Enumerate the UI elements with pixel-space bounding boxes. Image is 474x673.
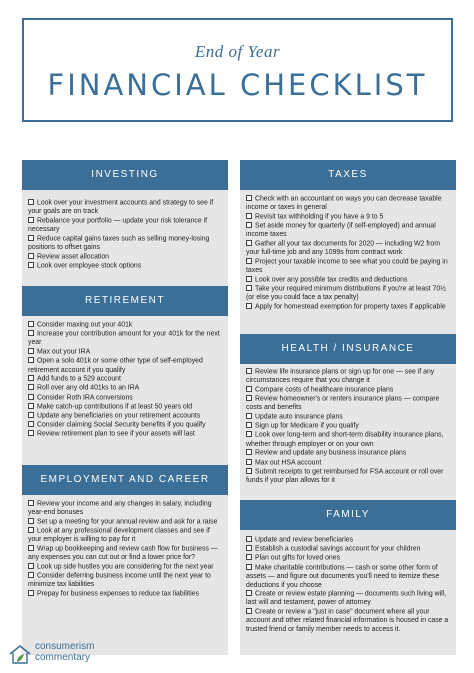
checklist-item-label: Sign up for Medicare if you qualify [255, 422, 359, 430]
checklist-item-label: Review life insurance plans or sign up for one — see if any circumstances require that you change it [246, 368, 435, 385]
checklist-item [246, 431, 452, 449]
checklist-item [28, 394, 224, 403]
logo [8, 641, 98, 669]
logo-text-line1: consumerism [35, 641, 95, 652]
checkbox[interactable] [28, 253, 34, 259]
checkbox[interactable] [246, 285, 252, 291]
family-header: FAMILY [240, 500, 456, 530]
checklist-item [246, 468, 452, 486]
checkbox[interactable] [246, 459, 252, 465]
checklist-item-label: Revisit tax withholding if you have a 9 to 5 [255, 213, 384, 221]
checkbox[interactable] [246, 195, 252, 201]
checklist-item-label: Review your income and any changes in salary, including year-end bonuses [28, 500, 212, 517]
title-box [22, 18, 453, 122]
checklist-item [246, 258, 452, 276]
checkbox[interactable] [28, 527, 34, 533]
checklist-item-label: Review and update any business insurance plans [255, 449, 407, 457]
checklist-item [28, 262, 224, 271]
checkbox[interactable] [246, 240, 252, 246]
checkbox[interactable] [28, 348, 34, 354]
checkbox[interactable] [28, 500, 34, 506]
checklist-item [28, 330, 224, 348]
checklist-item-label: Check with an accountant on ways you can decrease taxable income or taxes in general [246, 195, 442, 212]
checklist-item [246, 590, 452, 608]
checklist-item [28, 199, 224, 217]
taxes-list [246, 195, 452, 312]
checklist-item [28, 518, 224, 527]
checklist-item [28, 412, 224, 421]
checkbox[interactable] [28, 403, 34, 409]
checkbox[interactable] [246, 554, 252, 560]
checkbox[interactable] [246, 590, 252, 596]
checklist-item-label: Reduce capital gains taxes such as selling money-losing positions to offset gains [28, 235, 210, 252]
checkbox[interactable] [246, 386, 252, 392]
checkbox[interactable] [246, 303, 252, 309]
checkbox[interactable] [246, 213, 252, 219]
checklist-item-label: Look at any professional development classes and see if your employer is willing to pay for it [28, 527, 210, 544]
checklist-item-label: Rebalance your portfolio — update your risk tolerance if necessary [28, 217, 208, 234]
checklist-item [246, 213, 452, 222]
checklist-item-label: Review homeowner's or renters insurance plans — compare costs and benefits [246, 395, 440, 412]
employment-header: EMPLOYMENT AND CAREER [22, 465, 228, 495]
left-column [22, 160, 228, 655]
checklist-item-label: Look over your investment accounts and strategy to see if your goals are on track [28, 199, 214, 216]
retirement-header: RETIREMENT [22, 286, 228, 316]
checklist-item [28, 563, 224, 572]
checklist-item-label: Wrap up bookkeeping and review cash flow for business — any expenses you can cut out or find a lower price for? [28, 545, 218, 562]
health-list [246, 368, 452, 486]
checklist-item [246, 536, 452, 545]
checklist-item [28, 572, 224, 590]
checkbox[interactable] [246, 368, 252, 374]
logo-text-line2: commentary [35, 652, 91, 663]
checklist-item-label: Review retirement plan to see if your assets will last [37, 430, 195, 438]
checklist-item [246, 222, 452, 240]
checklist-item-label: Prepay for business expenses to reduce tax liabilities [37, 590, 200, 598]
checkbox[interactable] [28, 235, 34, 241]
checklist-item [246, 285, 452, 303]
checklist-item [246, 195, 452, 213]
checklist-item [246, 564, 452, 591]
checkbox[interactable] [246, 258, 252, 264]
checklist-item [28, 217, 224, 235]
checkbox[interactable] [246, 545, 252, 551]
checklist-item-label: Look over long-term and short-term disability insurance plans, whether through employer or on your own [246, 431, 444, 448]
checklist-item-label: Project your taxable income to see what you could be paying in taxes [246, 258, 448, 275]
checkbox[interactable] [246, 395, 252, 401]
checklist-item-label: Update and review beneficiaries [255, 536, 354, 544]
checklist-item-label: Make catch-up contributions if at least 50 years old [37, 403, 193, 411]
checklist-item-label: Look over employee stock options [37, 262, 142, 270]
checklist-item-label: Consider claiming Social Security benefits if you qualify [37, 421, 206, 429]
checklist-item [28, 527, 224, 545]
checklist-item-label: Look over any possible tax credits and deductions [255, 276, 408, 284]
checklist-item [28, 375, 224, 384]
investing-list [28, 199, 224, 271]
checklist-item-label: Consider maxing out your 401k [37, 321, 133, 329]
employment-list [28, 500, 224, 599]
checklist-item [28, 357, 224, 375]
checklist-item [28, 500, 224, 518]
checkbox[interactable] [246, 564, 252, 570]
health-header: HEALTH / INSURANCE [240, 334, 456, 364]
checkbox[interactable] [28, 357, 34, 363]
checklist-item [28, 321, 224, 330]
checklist-item [246, 459, 452, 468]
checklist-item-label: Compare costs of healthcare insurance plans [255, 386, 394, 394]
checklist-item [246, 240, 452, 258]
taxes-header: TAXES [240, 160, 456, 190]
checklist-item-label: Increase your contribution amount for your 401k for the next year [28, 330, 220, 347]
checkbox[interactable] [28, 330, 34, 336]
checkbox[interactable] [28, 394, 34, 400]
checkbox[interactable] [28, 262, 34, 268]
checklist-item [28, 403, 224, 412]
house-leaf-icon [8, 643, 32, 665]
checklist-item-label: Create or review estate planning — documents such living will, last will and testament, power of attorney [246, 590, 447, 607]
checkbox[interactable] [246, 608, 252, 614]
checklist-item-label: Update any beneficiaries on your retirement accounts [37, 412, 201, 420]
retirement-list [28, 321, 224, 440]
checkbox[interactable] [28, 412, 34, 418]
checkbox[interactable] [246, 222, 252, 228]
checklist-item-label: Establish a custodial savings account for your children [255, 545, 421, 553]
checkbox[interactable] [246, 468, 252, 474]
checkbox[interactable] [28, 590, 34, 596]
checklist-item [246, 449, 452, 458]
checklist-item [246, 413, 452, 422]
checkbox[interactable] [28, 384, 34, 390]
checkbox[interactable] [28, 430, 34, 436]
checkbox[interactable] [28, 545, 34, 551]
checklist-item-label: Create or review a "just in case" document where all your account and other related financial information is housed in case a trusted friend or family member needs to access it. [246, 608, 449, 634]
checklist-item [28, 253, 224, 262]
checkbox[interactable] [28, 217, 34, 223]
checklist-item-label: Open a solo 401k or some other type of self-employed retirement account if you qualify [28, 357, 203, 374]
checklist-item [28, 348, 224, 357]
checkbox[interactable] [28, 375, 34, 381]
checklist-item [246, 303, 452, 312]
checklist-item-label: Consider Roth IRA conversions [37, 394, 133, 402]
checklist-item-label: Max out HSA account [255, 459, 322, 467]
checklist-item [246, 422, 452, 431]
checklist-item [246, 395, 452, 413]
page-title: FINANCIAL CHECKLIST [47, 68, 428, 102]
right-column [240, 160, 456, 655]
checkbox[interactable] [246, 536, 252, 542]
checklist-item-label: Make charitable contributions — cash or some other form of assets — and figure out documents you'll need to itemize these deductions if you choose [246, 564, 440, 589]
checkbox[interactable] [28, 321, 34, 327]
checklist-item-label: Consider deferring business income until the next year to minimize tax liabilities [28, 572, 211, 589]
checklist-item-label: Max out your IRA [37, 348, 91, 356]
checklist-item-label: Apply for homestead exemption for property taxes if applicable [255, 303, 446, 311]
checklist-item [246, 368, 452, 386]
checklist-item [246, 554, 452, 563]
checklist-item [246, 276, 452, 285]
checklist-item-label: Review asset allocation [37, 253, 110, 261]
checklist-item-label: Gather all your tax documents for 2020 — including W2 from your full-time job and any 1099s from contract work [246, 240, 440, 257]
checkbox[interactable] [28, 563, 34, 569]
checklist-item-label: Set aside money for quarterly (if self-employed) and annual income taxes [246, 222, 436, 239]
family-list [246, 536, 452, 635]
page-subtitle: End of Year [194, 42, 281, 61]
checklist-item-label: Take your required minimum distributions if you're at least 70½ (or else you could face a tax penalty) [246, 285, 446, 302]
checklist-item-label: Look up side hustles you are considering for the next year [37, 563, 214, 571]
checklist-item [28, 590, 224, 599]
checklist-item [28, 384, 224, 393]
checkbox[interactable] [246, 276, 252, 282]
checkbox[interactable] [246, 449, 252, 455]
checklist-item-label: Update auto insurance plans [255, 413, 343, 421]
checkbox[interactable] [28, 421, 34, 427]
checklist-item [246, 386, 452, 395]
checklist-item-label: Set up a meeting for your annual review and ask for a raise [37, 518, 218, 526]
checklist-item-label: Plan out gifts for loved ones [255, 554, 341, 562]
checklist-item [28, 235, 224, 253]
checklist-item [246, 545, 452, 554]
checklist-item [246, 608, 452, 635]
checkbox[interactable] [28, 199, 34, 205]
checklist-item [28, 430, 224, 439]
checkbox[interactable] [28, 572, 34, 578]
checklist-item-label: Submit receipts to get reimbursed for FSA account or roll over funds if your plan allows for it [246, 468, 444, 484]
checklist-item [28, 421, 224, 430]
investing-header: INVESTING [22, 160, 228, 190]
checkbox[interactable] [28, 518, 34, 524]
checklist-item [28, 545, 224, 563]
checklist-item-label: Roll over any old 401ks to an IRA [37, 384, 140, 392]
checklist-item-label: Add funds to a 529 account [37, 375, 121, 383]
checkbox[interactable] [246, 422, 252, 428]
checkbox[interactable] [246, 431, 252, 437]
checkbox[interactable] [246, 413, 252, 419]
